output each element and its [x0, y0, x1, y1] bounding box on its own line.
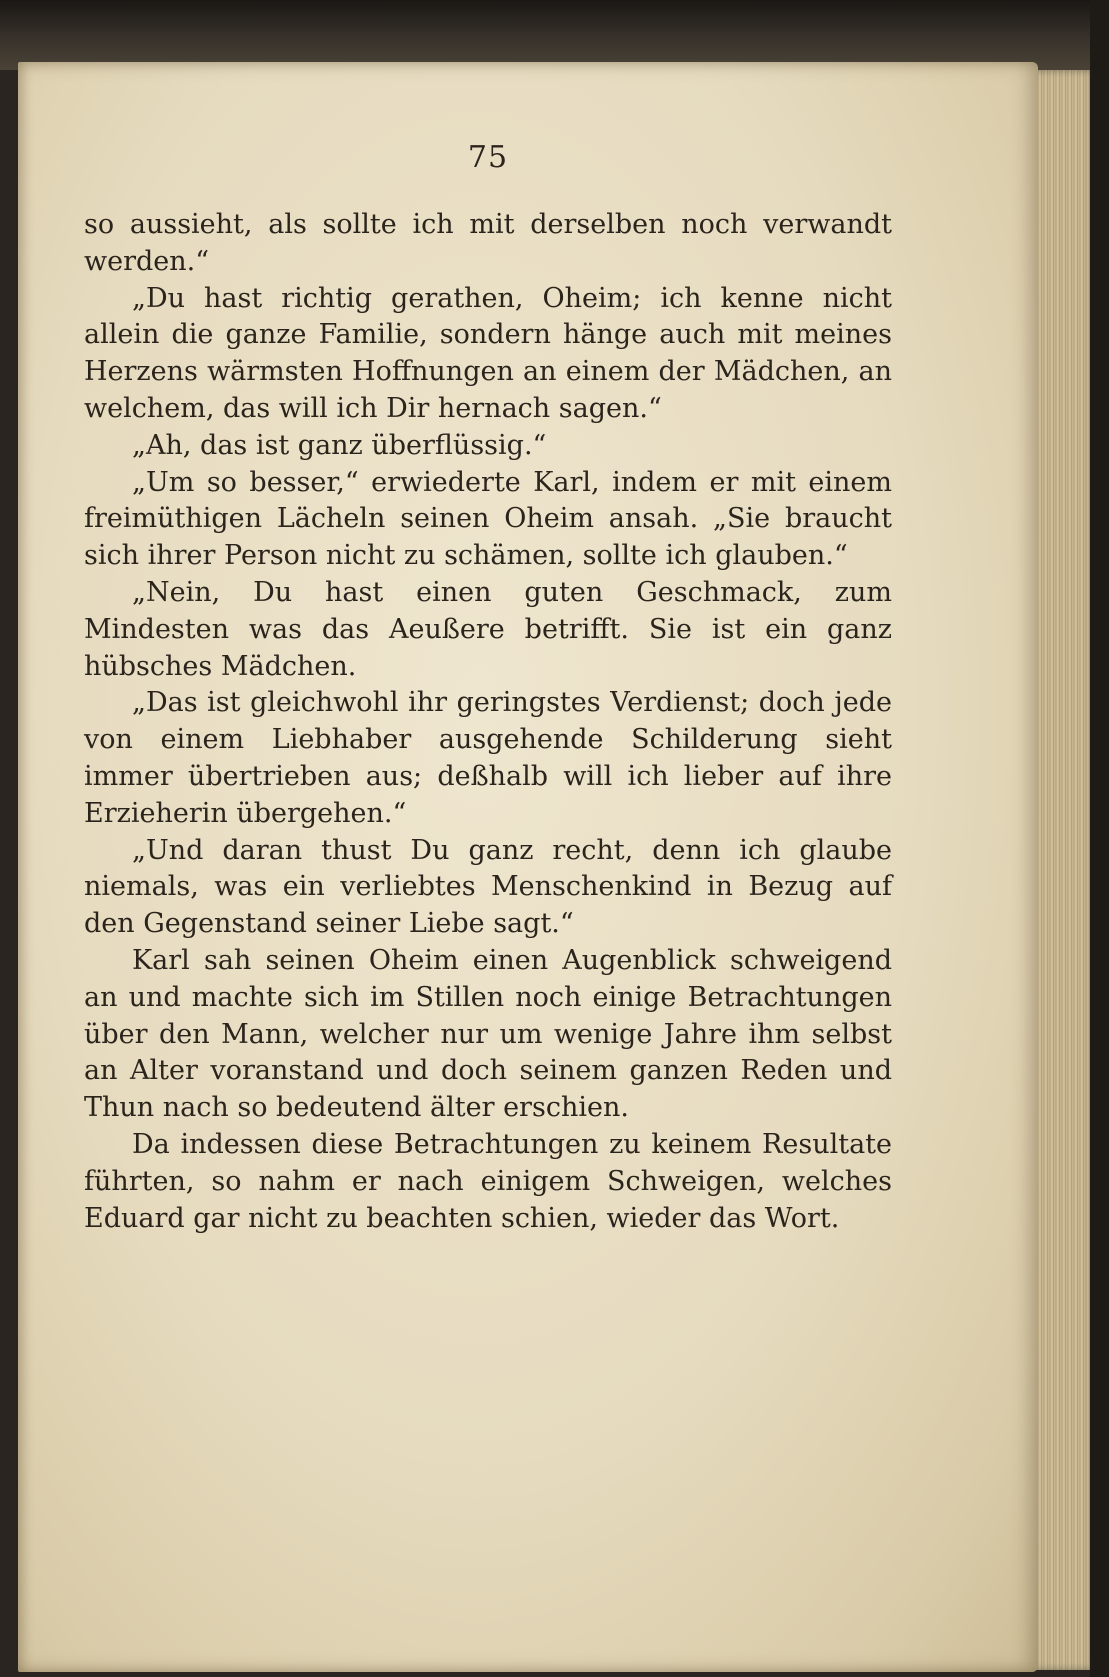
paragraph: „Um so besser,“ erwiederte Karl, indem er mit einem freimüthigen Lächeln seinen Oheim ansah. „Sie braucht sich ihrer Person nicht zu schämen, sollte ich glauben.“ — [84, 466, 892, 572]
body-text — [84, 207, 892, 1237]
paragraph: „Nein, Du hast einen guten Geschmack, zum Mindesten was das Aeußere betrifft. Sie ist ein ganz hübsches Mädchen. — [84, 576, 892, 682]
scan-border — [1090, 0, 1109, 1677]
paragraph: „Du hast richtig gerathen, Oheim; ich kenne nicht allein die ganze Familie, sondern hänge auch mit meines Herzens wärmsten Hoffnungen an einem der Mädchen, an welchem, das will ich Dir hernach sagen.“ — [84, 282, 892, 424]
page-number: 75 — [467, 140, 509, 175]
paragraph: Da indessen diese Betrachtungen zu keinem Resultate führten, so nahm er nach einigem Schweigen, welches Eduard gar nicht zu beachten schien, wieder das Wort. — [84, 1128, 892, 1234]
page-edges — [1036, 70, 1096, 1670]
paragraph: Karl sah seinen Oheim einen Augenblick schweigend an und machte sich im Stillen noch einige Betrachtungen über den Mann, welcher nur um wenige Jahre ihm selbst an Alter voranstand und doch seinem ganzen Reden und Thun nach so bedeutend älter erschien. — [84, 944, 892, 1124]
page-content — [84, 140, 892, 1237]
paragraph: „Das ist gleichwohl ihr geringstes Verdienst; doch jede von einem Liebhaber ausgehende Schilderung sieht immer übertrieben aus; deßhalb will ich lieber auf ihre Erzieherin übergehen.“ — [84, 687, 892, 829]
paragraph: so aussieht, als sollte ich mit derselben noch verwandt werden.“ — [84, 209, 892, 277]
paragraph: „Und daran thust Du ganz recht, denn ich glaube niemals, was ein verliebtes Menschenkind in Bezug auf den Gegenstand seiner Liebe sagt.“ — [84, 834, 892, 940]
binding-shadow — [0, 0, 1109, 70]
paragraph: „Ah, das ist ganz überflüssig.“ — [132, 429, 547, 461]
